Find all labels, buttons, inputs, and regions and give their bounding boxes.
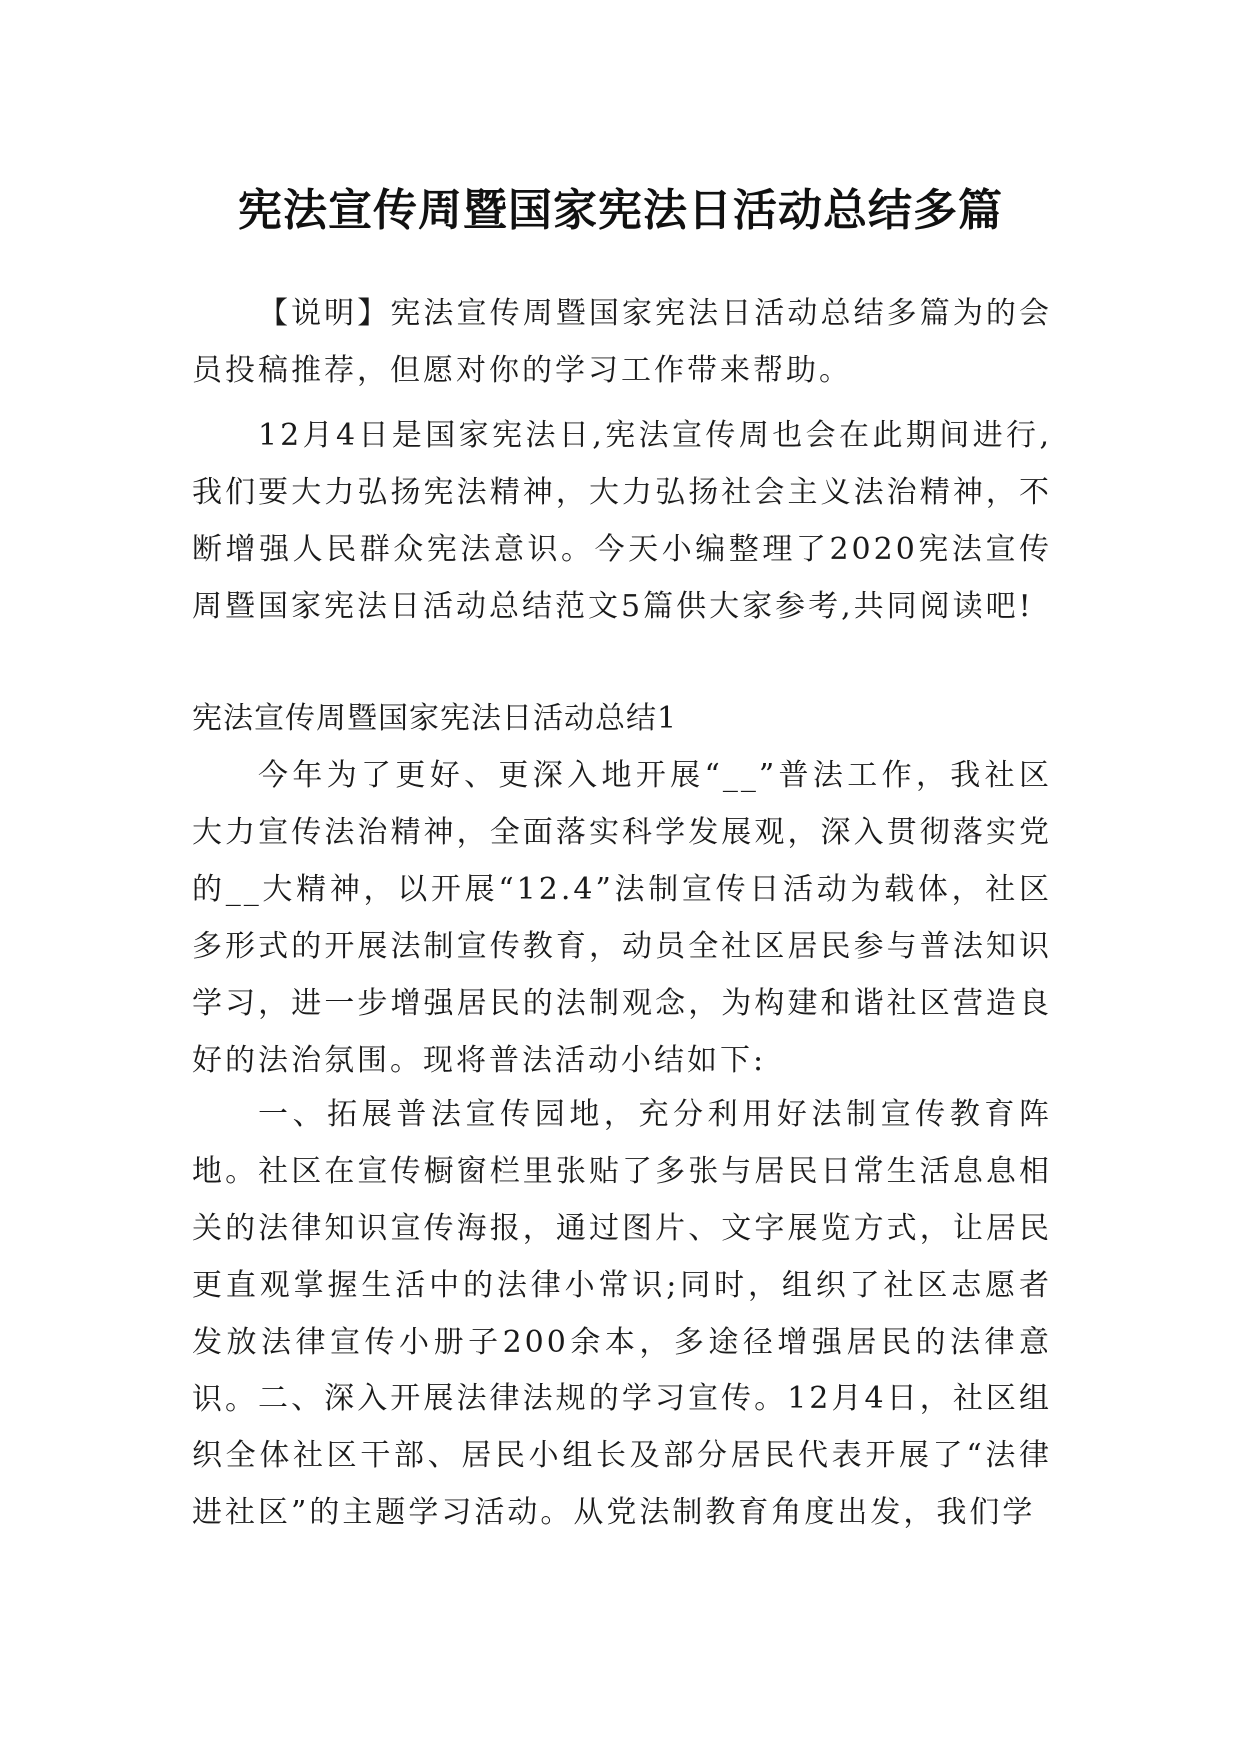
intro-paragraph: 【说明】宪法宣传周暨国家宪法日活动总结多篇为的会员投稿推荐，但愿对你的学习工作带来帮助。 bbox=[192, 296, 1052, 388]
lead-paragraph: 12月4日是国家宪法日,宪法宣传周也会在此期间进行,我们要大力弘扬宪法精神，大力弘扬社会主义法治精神，不断增强人民群众宪法意识。今天小编整理了2020宪法宣传周暨国家宪法日活动总结范文5篇供大家参考,共同阅读吧! bbox=[192, 418, 1052, 624]
section-paragraph-2: 一、拓展普法宣传园地，充分利用好法制宣传教育阵地。社区在宣传橱窗栏里张贴了多张与居民日常生活息息相关的法律知识宣传海报，通过图片、文字展览方式，让居民更直观掌握生活中的法律小常识;同时，组织了社区志愿者发放法律宣传小册子200余本，多途径增强居民的法律意识。 bbox=[192, 1097, 1052, 1417]
section-paragraph-3: 二、深入开展法律法规的学习宣传。12月4日，社区组织全体社区干部、居民小组长及部分居民代表开展了“法律进社区”的主题学习活动。从党法制教育角度出发，我们学 bbox=[192, 1381, 1052, 1530]
section-paragraph-1: 今年为了更好、更深入地开展“__”普法工作，我社区大力宣传法治精神，全面落实科学发展观，深入贯彻落实党的__大精神，以开展“12.4”法制宣传日活动为载体，社区多形式的开展法制宣传教育，动员全社区居民参与普法知识学习，进一步增强居民的法制观念，为构建和谐社区营造良好的法治氛围。现将普法活动小结如下: bbox=[192, 758, 1052, 1078]
document-title: 宪法宣传周暨国家宪法日活动总结多篇 bbox=[238, 185, 1003, 237]
section-heading: 宪法宣传周暨国家宪法日活动总结1 bbox=[192, 701, 678, 736]
